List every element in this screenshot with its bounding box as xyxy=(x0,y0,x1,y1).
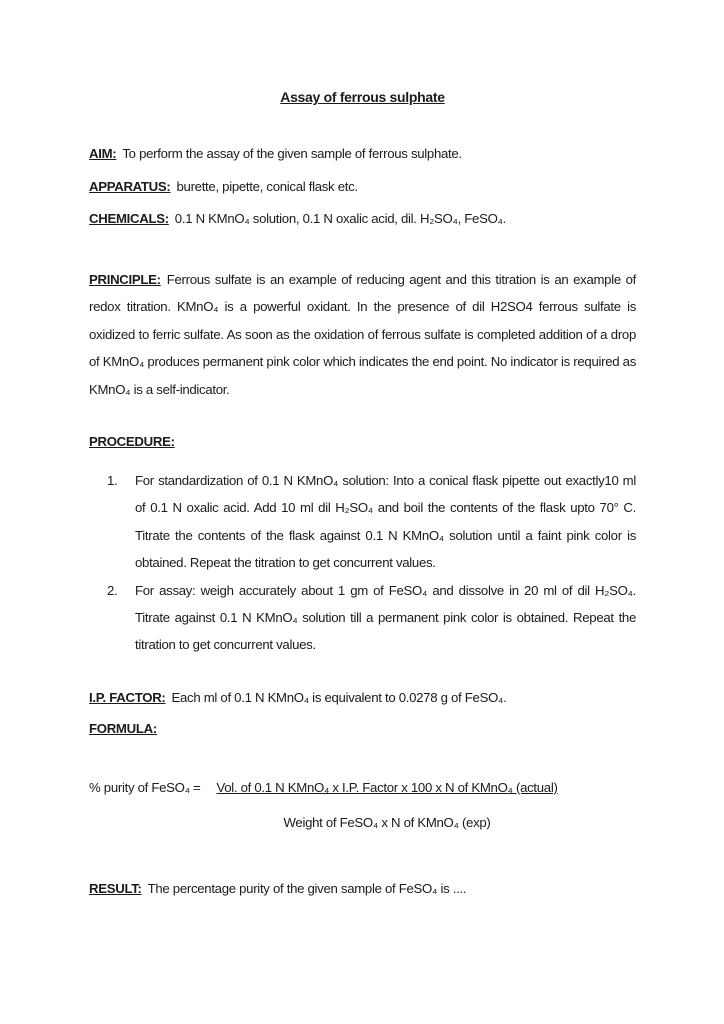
procedure-label: PROCEDURE: xyxy=(89,434,175,450)
formula-heading xyxy=(89,720,636,738)
principle-text: Ferrous sulfate is an example of reducing agent and this titration is an example of redox titration. KMnO₄ is a powerful oxidant. In the presence of dil H2SO4 ferrous sulfate is oxidized to ferric sulfate. As soon as the oxidation of ferrous sulfate is completed addition of a drop of KMnO₄ produces permanent pink color which indicates the end point. No indicator is required as KMnO₄ is a self-indicator. xyxy=(89,272,636,397)
ip-factor-section xyxy=(89,689,636,707)
formula-numerator: Vol. of 0.1 N KMnO₄ x I.P. Factor x 100 x N of KMnO₄ (actual) xyxy=(216,779,558,795)
formula-expression xyxy=(89,778,636,833)
formula-lhs: % purity of FeSO₄ = xyxy=(89,779,201,795)
procedure-item-2-text: For assay: weigh accurately about 1 gm of FeSO₄ and dissolve in 20 ml of dil H₂SO₄. Titrate against 0.1 N KMnO₄ solution till a permanent pink color is obtained. Repeat the titration to get concurrent values. xyxy=(135,582,636,653)
chemicals-label: CHEMICALS: xyxy=(89,211,169,226)
principle-label: PRINCIPLE: xyxy=(89,272,161,287)
result-section xyxy=(89,880,636,898)
page-title-text: Assay of ferrous sulphate xyxy=(280,89,445,105)
formula-fraction xyxy=(216,778,557,833)
result-label: RESULT: xyxy=(89,880,142,896)
ip-factor-text: Each ml of 0.1 N KMnO₄ is equivalent to 0.0278 g of FeSO₄. xyxy=(171,689,507,705)
procedure-list xyxy=(89,467,636,659)
ip-factor-label: I.P. FACTOR: xyxy=(89,689,166,705)
page-title xyxy=(89,88,636,106)
aim-section xyxy=(89,145,636,163)
formula-label: FORMULA: xyxy=(89,720,157,736)
result-text: The percentage purity of the given sample of FeSO₄ is .... xyxy=(147,880,467,896)
procedure-heading xyxy=(89,433,636,451)
apparatus-text: burette, pipette, conical flask etc. xyxy=(176,179,358,194)
aim-label: AIM: xyxy=(89,146,117,161)
procedure-item-2 xyxy=(89,577,636,659)
apparatus-section xyxy=(89,178,636,196)
chemicals-section xyxy=(89,210,636,228)
aim-text: To perform the assay of the given sample of ferrous sulphate. xyxy=(122,146,462,161)
procedure-item-1 xyxy=(89,467,636,577)
procedure-item-1-number: 1. xyxy=(107,473,118,489)
formula-denominator: Weight of FeSO₄ x N of KMnO₄ (exp) xyxy=(283,814,491,830)
apparatus-label: APPARATUS: xyxy=(89,179,171,194)
chemicals-text: 0.1 N KMnO₄ solution, 0.1 N oxalic acid, dil. H₂SO₄, FeSO₄. xyxy=(174,211,506,226)
procedure-item-1-text: For standardization of 0.1 N KMnO₄ solution: Into a conical flask pipette out exactly10 ml of 0.1 N oxalic acid. Add 10 ml dil H₂SO₄ and boil the contents of the flask upto 70° C. Titrate the contents of the flask against 0.1 N KMnO₄ solution until a faint pink color is obtained. Repeat the titration to get concurrent values. xyxy=(135,473,636,571)
principle-paragraph xyxy=(89,266,636,403)
procedure-item-2-number: 2. xyxy=(107,582,118,598)
